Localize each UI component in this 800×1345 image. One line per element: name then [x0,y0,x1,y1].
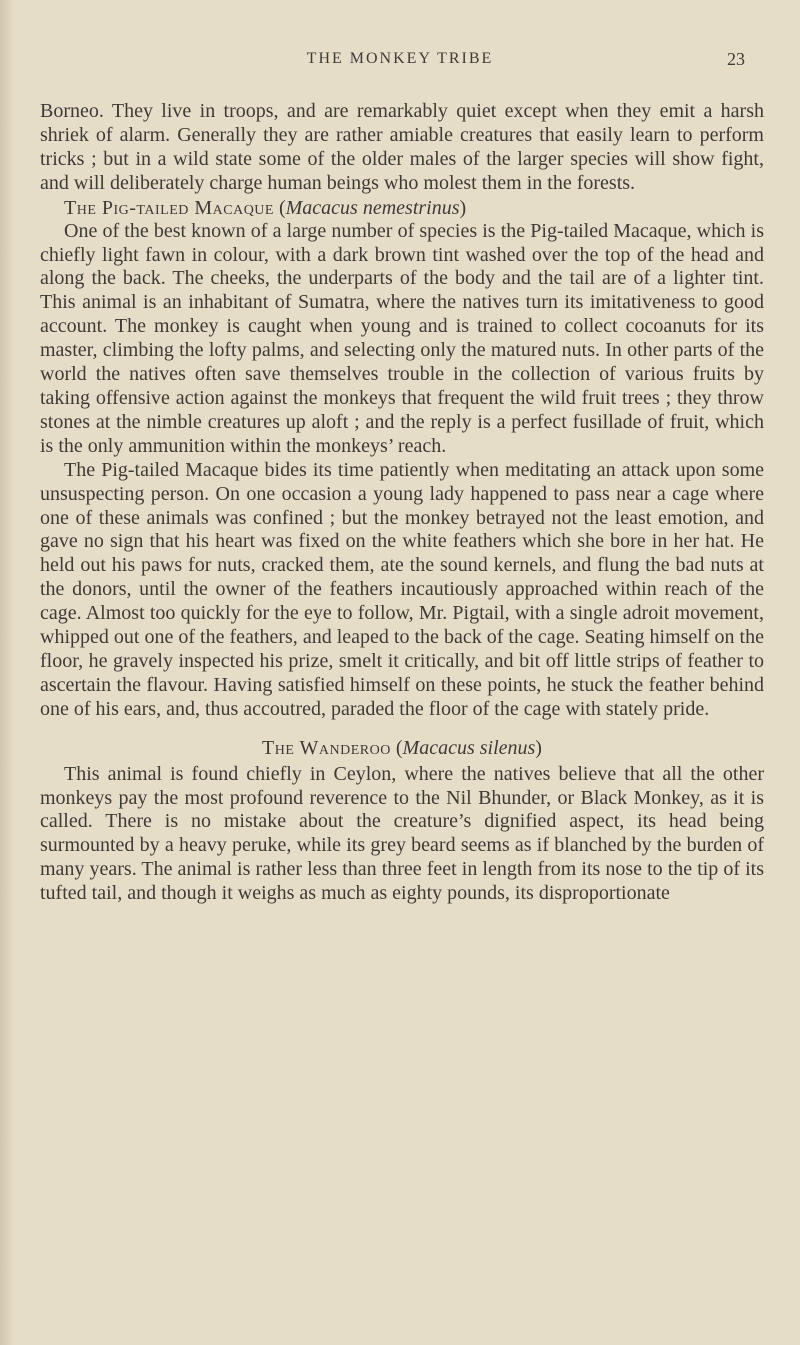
heading-paren-close: ) [459,196,467,219]
heading-paren-close: ) [535,736,542,759]
heading-latin-name: Macacus nemestrinus [285,196,460,219]
page-edge-shadow [0,0,14,1345]
heading-paren-open: ( [273,196,286,219]
paragraph-borneo: Borneo. They live in troops, and are remarkably quiet except when they emit a harsh shriek of alarm. Generally they are rather amiable creatures that easily learn to perform tricks ; but in a wild state some of the older males of the larger species will show fight, and will deliberately charge human beings who molest them in the forests. [40,100,764,194]
running-title: THE MONKEY TRIBE [306,50,494,67]
heading-paren-open: ( [390,736,403,759]
heading-latin-name: Macacus silenus [402,736,536,759]
paragraph-pig-tailed-anecdote: The Pig-tailed Macaque bides its time patiently when meditating an attack upon some unsuspecting person. On one occasion a young lady happened to pass near a cage where one of these animals was confined ; but the monkey betrayed not the least emotion, and gave no sign that his heart was fixed on the white feathers which she bore in her hat. He held out his paws for nuts, cracked them, ate the sound kernels, and flung the bad nuts at the donors, until the owner of the feathers incautiously approached within reach of the cage. Almost too quickly for the eye to follow, Mr. Pigtail, with a single adroit movement, whipped out one of the feathers, and leaped to the back of the cage. Seating himself on the floor, he gravely inspected his prize, smelt it critically, and bit off little strips of feather to ascertain the flavour. Having satisfied himself on these points, he stuck the feather behind one of his ears, and, thus accoutred, paraded the floor of the cage with stately pride. [40,458,764,720]
page-number: 23 [727,49,745,69]
section-heading-wanderoo [40,736,764,760]
body-text [40,100,764,906]
heading-common-name: The Wanderoo [262,736,391,759]
paragraph-pig-tailed-description: One of the best known of a large number of species is the Pig-tailed Macaque, which is chiefly light fawn in colour, with a dark brown tint washed over the top of the head and along the back. The cheeks, the underparts of the body and the tail are of a lighter tint. This animal is an inhabitant of Sumatra, where the natives turn its imitativeness to good account. The monkey is caught when young and is trained to collect cocoanuts for its master, climbing the lofty palms, and selecting only the matured nuts. In other parts of the world the natives often save themselves trouble in the collection of various fruits by taking offensive action against the monkeys that frequent the wild fruit trees ; they throw stones at the nimble creatures up aloft ; and the reply is a perfect fusillade of fruit, which is the only ammunition within the monkeys’ reach. [40,219,764,457]
paragraph-wanderoo: This animal is found chiefly in Ceylon, where the natives believe that all the other monkeys pay the most profound reverence to the Nil Bhunder, or Black Monkey, as it is called. There is no mistake about the creature’s dignified aspect, its head being surmounted by a heavy peruke, while its grey beard seems as if blanched by the burden of many years. The animal is rather less than three feet in length from its nose to the tip of its tufted tail, and though it weighs as much as eighty pounds, its disproportionate [40,762,764,905]
section-heading-pig-tailed-macaque [64,196,764,220]
heading-common-name: The Pig-tailed Macaque [64,196,274,219]
running-head [0,44,800,74]
